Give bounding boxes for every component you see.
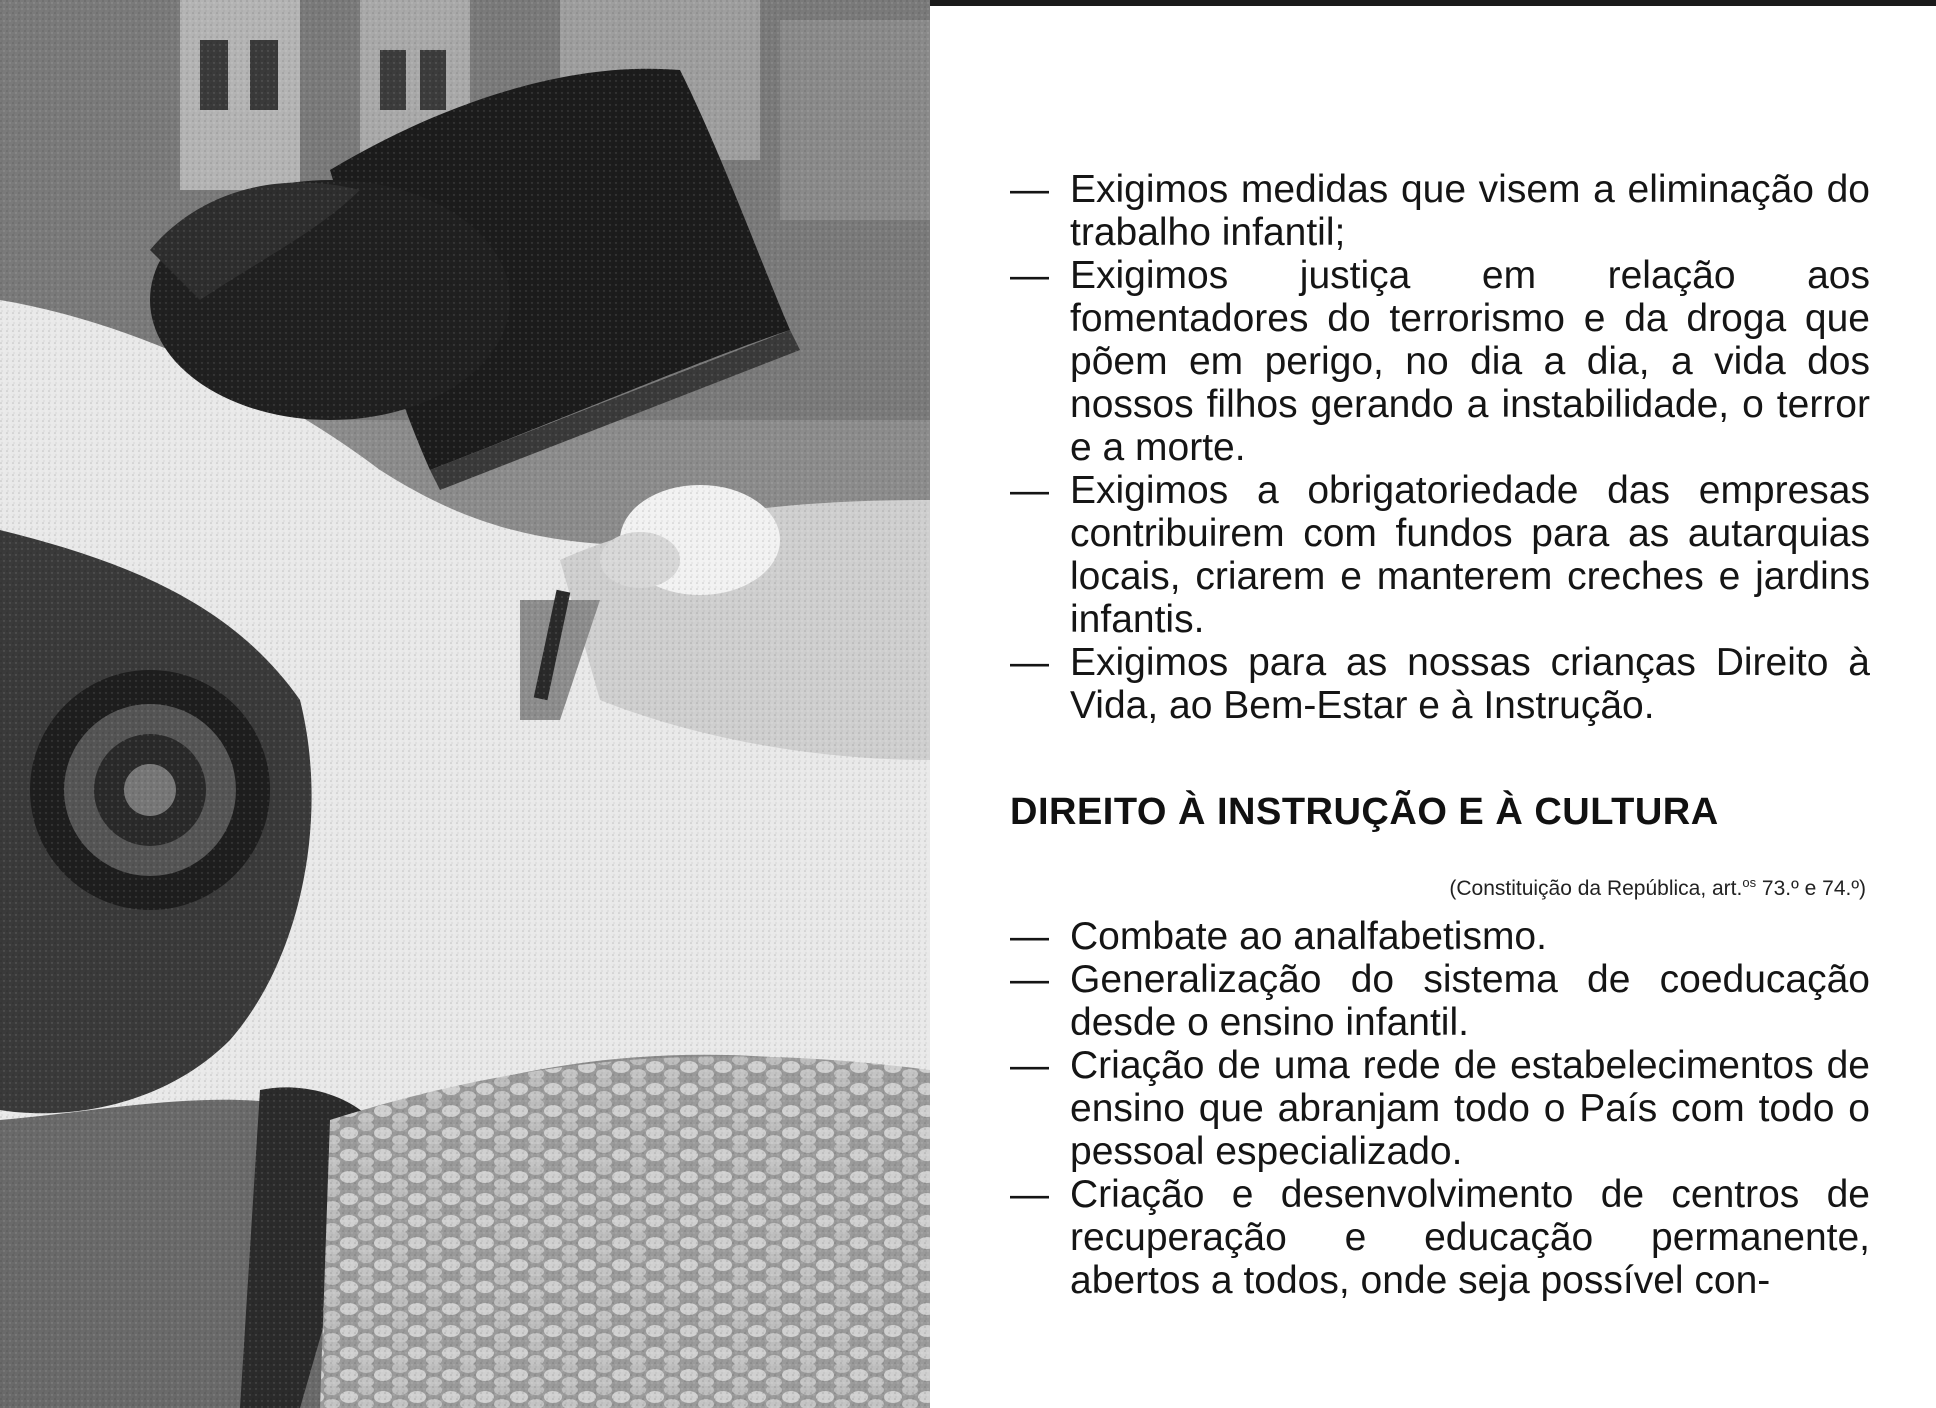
photo-illustration: [0, 0, 930, 1408]
list-item: [1010, 168, 1870, 254]
education-list: [1010, 915, 1870, 1302]
em-dash: —: [1010, 915, 1049, 958]
list-item-text: Generalização do sistema de coeducação desde o ensino infantil.: [1070, 958, 1870, 1044]
citation-text: (Constituição da República, art.: [1449, 877, 1743, 900]
em-dash: —: [1010, 641, 1049, 684]
citation: [1010, 875, 1870, 901]
list-item: [1010, 1173, 1870, 1302]
em-dash: —: [1010, 1173, 1049, 1216]
citation-superscript: os: [1742, 875, 1757, 890]
list-item-text: Exigimos medidas que visem a eliminação do trabalho infantil;: [1070, 168, 1870, 254]
em-dash: —: [1010, 1044, 1049, 1087]
list-item-text: Exigimos para as nossas crianças Direito à Vida, ao Bem-Estar e à Instrução.: [1070, 641, 1870, 727]
list-item-text: Criação e desenvolvimento de centros de recuperação e educação permanente, abertos a todos, onde seja possível con-: [1070, 1173, 1870, 1302]
list-item-text: Criação de uma rede de estabelecimentos de ensino que abranjam todo o País com todo o pessoal especializado.: [1070, 1044, 1870, 1173]
photograph-child-with-book: [0, 0, 930, 1408]
list-item: [1010, 641, 1870, 727]
list-item-text: Exigimos justiça em relação aos fomentadores do terrorismo e da droga que põem em perigo, no dia a dia, a vida dos nossos filhos gerando a instabilidade, o terror e a morte.: [1070, 254, 1870, 469]
em-dash: —: [1010, 254, 1049, 297]
list-item: [1010, 254, 1870, 469]
em-dash: —: [1010, 958, 1049, 1001]
text-column: [1010, 168, 1870, 1302]
list-item: [1010, 469, 1870, 641]
list-item-text: Combate ao analfabetismo.: [1070, 915, 1547, 958]
em-dash: —: [1010, 168, 1049, 211]
list-item: [1010, 915, 1870, 958]
list-item-text: Exigimos a obrigatoriedade das empresas contribuirem com fundos para as autarquias locais, criarem e manterem creches e jardins infantis.: [1070, 469, 1870, 641]
citation-articles: 73.º e 74.º): [1756, 877, 1866, 900]
demands-list: [1010, 168, 1870, 727]
em-dash: —: [1010, 469, 1049, 512]
list-item: [1010, 1044, 1870, 1173]
list-item: [1010, 958, 1870, 1044]
section-heading: DIREITO À INSTRUÇÃO E À CULTURA: [1010, 791, 1719, 833]
